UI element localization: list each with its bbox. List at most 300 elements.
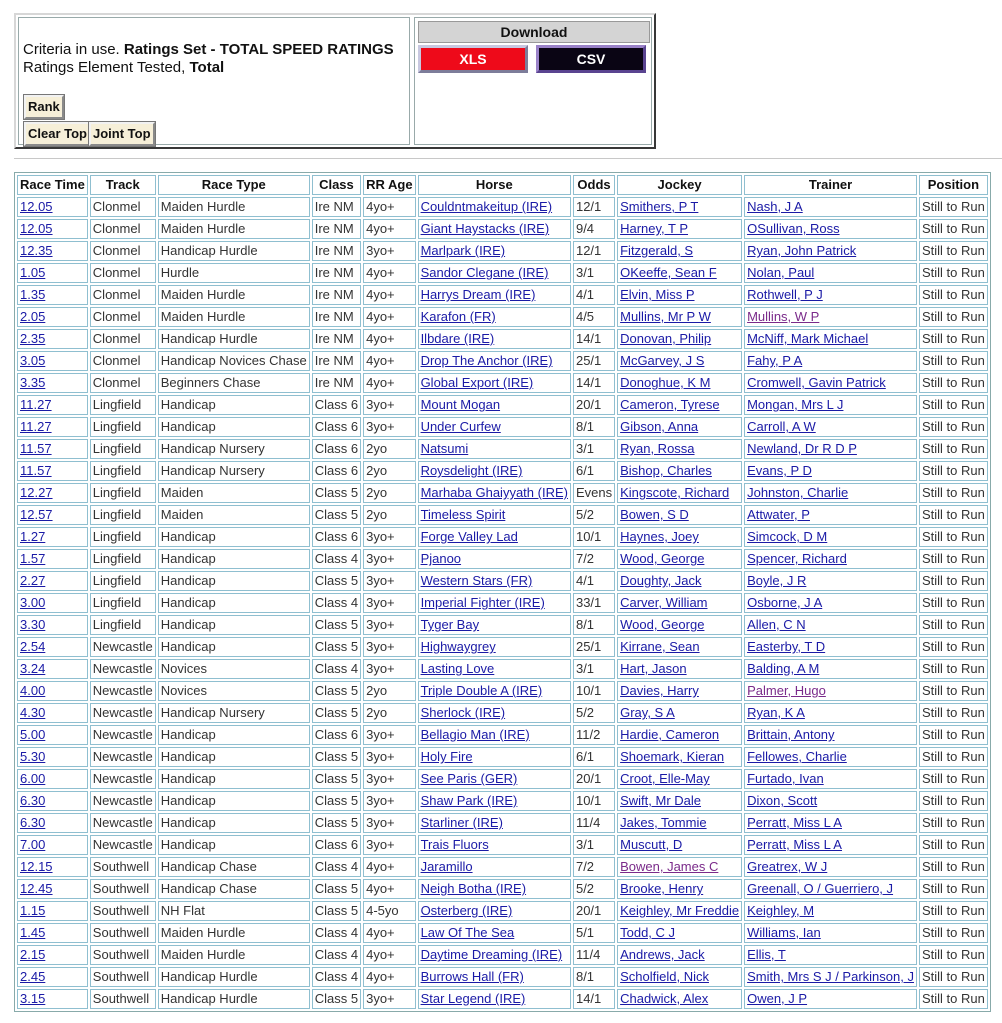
race-time-link[interactable]: 3.24	[20, 661, 46, 676]
trainer-link[interactable]: Johnston, Charlie	[747, 485, 849, 500]
cell-race-time	[17, 725, 88, 745]
race-time-link[interactable]: 11.27	[20, 419, 52, 434]
cell-rr-age: 2yo	[363, 505, 415, 525]
cell-trainer	[744, 197, 917, 217]
cell-race-type: Handicap Hurdle	[158, 241, 310, 261]
jockey-link[interactable]: Wood, George	[620, 617, 705, 632]
race-time-link[interactable]: 12.05	[20, 199, 53, 214]
cell-race-type: Handicap	[158, 571, 310, 591]
header-position: Position	[919, 175, 988, 195]
horse-link[interactable]: Ilbdare (IRE)	[420, 331, 495, 346]
cell-horse	[418, 263, 571, 283]
race-time-link[interactable]: 5.00	[20, 727, 46, 742]
cell-odds: 3/1	[573, 835, 615, 855]
horse-link[interactable]: Osterberg (IRE)	[420, 903, 513, 918]
cell-race-time	[17, 637, 88, 657]
race-time-link[interactable]: 12.45	[20, 881, 53, 896]
xls-download-button[interactable]: XLS	[418, 45, 528, 73]
trainer-link[interactable]: Osborne, J A	[747, 595, 823, 610]
cell-race-time	[17, 439, 88, 459]
cell-horse	[418, 395, 571, 415]
horse-link[interactable]: Tyger Bay	[420, 617, 480, 632]
cell-track: Newcastle	[90, 747, 156, 767]
cell-rr-age: 3yo+	[363, 659, 415, 679]
race-time-link[interactable]: 2.45	[20, 969, 46, 984]
jockey-link[interactable]: Harney, T P	[620, 221, 689, 236]
cell-track: Lingfield	[90, 395, 156, 415]
jockey-link[interactable]: Ryan, Rossa	[620, 441, 695, 456]
cell-position: Still to Run	[919, 351, 988, 371]
cell-race-type: Handicap Hurdle	[158, 329, 310, 349]
cell-jockey	[617, 417, 742, 437]
cell-rr-age: 2yo	[363, 681, 415, 701]
trainer-link[interactable]: Easterby, T D	[747, 639, 826, 654]
cell-track: Lingfield	[90, 527, 156, 547]
horse-link[interactable]: Neigh Botha (IRE)	[420, 881, 527, 896]
horse-link[interactable]: Triple Double A (IRE)	[420, 683, 543, 698]
cell-position: Still to Run	[919, 329, 988, 349]
cell-track: Clonmel	[90, 285, 156, 305]
cell-race-time	[17, 307, 88, 327]
cell-class: Ire NM	[312, 241, 361, 261]
jockey-link[interactable]: Hart, Jason	[620, 661, 687, 676]
race-time-link[interactable]: 12.15	[20, 859, 53, 874]
cell-rr-age: 4yo+	[363, 197, 415, 217]
trainer-link[interactable]: Nolan, Paul	[747, 265, 815, 280]
cell-horse	[418, 703, 571, 723]
horse-link[interactable]: Timeless Spirit	[420, 507, 506, 522]
cell-rr-age: 3yo+	[363, 791, 415, 811]
cell-horse	[418, 857, 571, 877]
rank-button[interactable]: Rank	[24, 95, 64, 119]
jockey-link[interactable]: Bishop, Charles	[620, 463, 712, 478]
table-row	[17, 593, 988, 613]
cell-rr-age: 3yo+	[363, 747, 415, 767]
cell-track: Clonmel	[90, 307, 156, 327]
trainer-link[interactable]: Balding, A M	[747, 661, 820, 676]
jockey-link[interactable]: Croot, Elle-May	[620, 771, 710, 786]
trainer-link[interactable]: Boyle, J R	[747, 573, 807, 588]
horse-link[interactable]: Global Export (IRE)	[420, 375, 534, 390]
cell-position: Still to Run	[919, 879, 988, 899]
table-row	[17, 571, 988, 591]
trainer-link[interactable]: Ellis, T	[747, 947, 786, 962]
cell-race-type: Maiden Hurdle	[158, 307, 310, 327]
trainer-link[interactable]: Keighley, M	[747, 903, 815, 918]
cell-race-type: Maiden Hurdle	[158, 923, 310, 943]
jockey-link[interactable]: Fitzgerald, S	[620, 243, 694, 258]
race-time-link[interactable]: 11.57	[20, 463, 52, 478]
horse-link[interactable]: Karafon (FR)	[420, 309, 496, 324]
trainer-link[interactable]: Carroll, A W	[747, 419, 816, 434]
race-time-link[interactable]: 1.15	[20, 903, 46, 918]
cell-class: Class 6	[312, 725, 361, 745]
cell-odds: 11/4	[573, 813, 615, 833]
horse-link[interactable]: Mount Mogan	[420, 397, 501, 412]
divider	[14, 158, 1002, 159]
horse-link[interactable]: Forge Valley Lad	[420, 529, 518, 544]
download-heading: Download	[418, 21, 650, 43]
cell-class: Ire NM	[312, 197, 361, 217]
table-row	[17, 351, 988, 371]
jockey-link[interactable]: Bowen, James C	[620, 859, 719, 874]
cell-class: Class 5	[312, 615, 361, 635]
jockey-link[interactable]: Keighley, Mr Freddie	[620, 903, 740, 918]
jockey-link[interactable]: Chadwick, Alex	[620, 991, 709, 1006]
horse-link[interactable]: Starliner (IRE)	[420, 815, 503, 830]
jockey-link[interactable]: Jakes, Tommie	[620, 815, 707, 830]
trainer-link[interactable]: Greatrex, W J	[747, 859, 828, 874]
race-time-link[interactable]: 6.30	[20, 815, 46, 830]
trainer-link[interactable]: Fahy, P A	[747, 353, 803, 368]
cell-race-type: Handicap	[158, 417, 310, 437]
trainer-link[interactable]: Fellowes, Charlie	[747, 749, 847, 764]
horse-link[interactable]: See Paris (GER)	[420, 771, 518, 786]
trainer-link[interactable]: OSullivan, Ross	[747, 221, 840, 236]
trainer-link[interactable]: Ryan, K A	[747, 705, 805, 720]
cell-jockey	[617, 989, 742, 1009]
race-time-link[interactable]: 2.05	[20, 309, 46, 324]
cell-jockey	[617, 615, 742, 635]
race-time-link[interactable]: 3.00	[20, 595, 46, 610]
jockey-link[interactable]: Carver, William	[620, 595, 708, 610]
cell-track: Lingfield	[90, 505, 156, 525]
criteria-line2-prefix: Ratings Element Tested,	[23, 59, 190, 76]
cell-rr-age: 3yo+	[363, 527, 415, 547]
race-time-link[interactable]: 1.45	[20, 925, 46, 940]
race-time-link[interactable]: 5.30	[20, 749, 46, 764]
cell-class: Class 6	[312, 439, 361, 459]
cell-jockey	[617, 439, 742, 459]
cell-horse	[418, 681, 571, 701]
trainer-link[interactable]: Attwater, P	[747, 507, 810, 522]
horse-link[interactable]: Harrys Dream (IRE)	[420, 287, 536, 302]
table-row	[17, 989, 988, 1009]
cell-track: Southwell	[90, 967, 156, 987]
jockey-link[interactable]: Cameron, Tyrese	[620, 397, 720, 412]
jockey-link[interactable]: Scholfield, Nick	[620, 969, 709, 984]
cell-jockey	[617, 505, 742, 525]
jockey-link[interactable]: Gray, S A	[620, 705, 675, 720]
horse-link[interactable]: Drop The Anchor (IRE)	[420, 353, 553, 368]
jockey-link[interactable]: OKeeffe, Sean F	[620, 265, 717, 280]
trainer-link[interactable]: McNiff, Mark Michael	[747, 331, 869, 346]
cell-position: Still to Run	[919, 505, 988, 525]
cell-track: Lingfield	[90, 483, 156, 503]
cell-horse	[418, 615, 571, 635]
horse-link[interactable]: Western Stars (FR)	[420, 573, 533, 588]
table-row	[17, 263, 988, 283]
horse-link[interactable]: Daytime Dreaming (IRE)	[420, 947, 563, 962]
race-time-link[interactable]: 2.27	[20, 573, 46, 588]
cell-odds: 3/1	[573, 439, 615, 459]
cell-race-type: Handicap Nursery	[158, 461, 310, 481]
cell-class: Class 6	[312, 527, 361, 547]
race-time-link[interactable]: 12.05	[20, 221, 53, 236]
trainer-link[interactable]: Allen, C N	[747, 617, 806, 632]
race-time-link[interactable]: 11.27	[20, 397, 52, 412]
race-time-link[interactable]: 2.35	[20, 331, 46, 346]
horse-link[interactable]: Sandor Clegane (IRE)	[420, 265, 549, 280]
cell-class: Class 6	[312, 835, 361, 855]
cell-jockey	[617, 857, 742, 877]
horse-link[interactable]: Natsumi	[420, 441, 469, 456]
race-time-link[interactable]: 11.57	[20, 441, 52, 456]
horse-link[interactable]: Roysdelight (IRE)	[420, 463, 523, 478]
horse-link[interactable]: Marhaba Ghaiyyath (IRE)	[420, 485, 568, 500]
jockey-link[interactable]: Muscutt, D	[620, 837, 683, 852]
trainer-link[interactable]: Spencer, Richard	[747, 551, 847, 566]
cell-race-type: Handicap	[158, 813, 310, 833]
cell-rr-age: 4yo+	[363, 219, 415, 239]
jockey-link[interactable]: Doughty, Jack	[620, 573, 702, 588]
cell-position: Still to Run	[919, 703, 988, 723]
cell-race-time	[17, 329, 88, 349]
race-time-link[interactable]: 12.57	[20, 507, 53, 522]
jockey-link[interactable]: McGarvey, J S	[620, 353, 705, 368]
criteria-panel	[14, 13, 656, 149]
jockey-link[interactable]: Brooke, Henry	[620, 881, 704, 896]
horse-link[interactable]: Trais Fluors	[420, 837, 489, 852]
header-race-type: Race Type	[158, 175, 310, 195]
cell-odds: 4/1	[573, 285, 615, 305]
race-time-link[interactable]: 1.35	[20, 287, 46, 302]
trainer-link[interactable]: Perratt, Miss L A	[747, 815, 842, 830]
race-time-link[interactable]: 7.00	[20, 837, 46, 852]
cell-trainer	[744, 703, 917, 723]
table-row	[17, 637, 988, 657]
cell-position: Still to Run	[919, 395, 988, 415]
cell-trainer	[744, 857, 917, 877]
jockey-link[interactable]: Gibson, Anna	[620, 419, 699, 434]
cell-trainer	[744, 791, 917, 811]
race-time-link[interactable]: 3.05	[20, 353, 46, 368]
cell-race-type: Handicap	[158, 395, 310, 415]
criteria-line1-prefix: Criteria in use.	[23, 41, 124, 58]
cell-race-type: Handicap Chase	[158, 879, 310, 899]
cell-jockey	[617, 901, 742, 921]
cell-race-time	[17, 813, 88, 833]
csv-download-button[interactable]: CSV	[536, 45, 646, 73]
cell-jockey	[617, 373, 742, 393]
criteria-text	[23, 41, 394, 77]
cell-race-type: Handicap	[158, 615, 310, 635]
cell-jockey	[617, 549, 742, 569]
jockey-link[interactable]: Hardie, Cameron	[620, 727, 720, 742]
horse-link[interactable]: Under Curfew	[420, 419, 501, 434]
cell-race-time	[17, 593, 88, 613]
table-row	[17, 791, 988, 811]
cell-track: Lingfield	[90, 461, 156, 481]
jockey-link[interactable]: Kirrane, Sean	[620, 639, 700, 654]
race-time-link[interactable]: 6.00	[20, 771, 46, 786]
cell-rr-age: 4yo+	[363, 879, 415, 899]
table-row	[17, 879, 988, 899]
cell-odds: 5/2	[573, 703, 615, 723]
trainer-link[interactable]: Newland, Dr R D P	[747, 441, 857, 456]
cell-race-type: Handicap Novices Chase	[158, 351, 310, 371]
trainer-link[interactable]: Greenall, O / Guerriero, J	[747, 881, 894, 896]
jockey-link[interactable]: Haynes, Joey	[620, 529, 699, 544]
cell-trainer	[744, 461, 917, 481]
joint-top-button[interactable]: Joint Top	[89, 122, 155, 146]
cell-track: Lingfield	[90, 593, 156, 613]
cell-position: Still to Run	[919, 747, 988, 767]
jockey-link[interactable]: Bowen, S D	[620, 507, 689, 522]
race-time-link[interactable]: 1.57	[20, 551, 46, 566]
cell-trainer	[744, 285, 917, 305]
cell-race-time	[17, 945, 88, 965]
race-time-link[interactable]: 3.15	[20, 991, 46, 1006]
cell-odds: 5/2	[573, 505, 615, 525]
horse-link[interactable]: Shaw Park (IRE)	[420, 793, 518, 808]
horse-link[interactable]: Sherlock (IRE)	[420, 705, 506, 720]
race-time-link[interactable]: 6.30	[20, 793, 46, 808]
horse-link[interactable]: Imperial Fighter (IRE)	[420, 595, 545, 610]
cell-trainer	[744, 615, 917, 635]
horse-link[interactable]: Marlpark (IRE)	[420, 243, 506, 258]
cell-odds: 14/1	[573, 989, 615, 1009]
cell-class: Class 4	[312, 549, 361, 569]
cell-position: Still to Run	[919, 549, 988, 569]
trainer-link[interactable]: Mullins, W P	[747, 309, 820, 324]
cell-track: Lingfield	[90, 417, 156, 437]
race-time-link[interactable]: 3.35	[20, 375, 46, 390]
race-time-link[interactable]: 2.54	[20, 639, 46, 654]
clear-top-button[interactable]: Clear Top	[24, 122, 91, 146]
trainer-link[interactable]: Evans, P D	[747, 463, 812, 478]
cell-rr-age: 4yo+	[363, 285, 415, 305]
horse-link[interactable]: Pjanoo	[420, 551, 462, 566]
cell-jockey	[617, 769, 742, 789]
cell-class: Class 5	[312, 681, 361, 701]
ratings-element-label: Total	[189, 59, 225, 76]
race-time-link[interactable]: 4.00	[20, 683, 46, 698]
jockey-link[interactable]: Andrews, Jack	[620, 947, 705, 962]
horse-link[interactable]: Burrows Hall (FR)	[420, 969, 524, 984]
horse-link[interactable]: Lasting Love	[420, 661, 495, 676]
race-time-link[interactable]: 1.27	[20, 529, 46, 544]
trainer-link[interactable]: Palmer, Hugo	[747, 683, 826, 698]
cell-race-time	[17, 615, 88, 635]
trainer-link[interactable]: Perratt, Miss L A	[747, 837, 842, 852]
table-row	[17, 505, 988, 525]
horse-link[interactable]: Star Legend (IRE)	[420, 991, 526, 1006]
cell-odds: 9/4	[573, 219, 615, 239]
trainer-link[interactable]: Simcock, D M	[747, 529, 828, 544]
cell-odds: 7/2	[573, 857, 615, 877]
cell-odds: 5/2	[573, 879, 615, 899]
trainer-link[interactable]: Dixon, Scott	[747, 793, 818, 808]
trainer-link[interactable]: Smith, Mrs S J / Parkinson, J	[747, 969, 914, 984]
cell-class: Class 4	[312, 945, 361, 965]
cell-class: Class 5	[312, 483, 361, 503]
cell-jockey	[617, 483, 742, 503]
trainer-link[interactable]: Williams, Ian	[747, 925, 821, 940]
race-time-link[interactable]: 2.15	[20, 947, 46, 962]
trainer-link[interactable]: Brittain, Antony	[747, 727, 835, 742]
trainer-link[interactable]: Cromwell, Gavin Patrick	[747, 375, 886, 390]
horse-link[interactable]: Couldntmakeitup (IRE)	[420, 199, 553, 214]
cell-trainer	[744, 681, 917, 701]
cell-race-type: Maiden Hurdle	[158, 219, 310, 239]
trainer-link[interactable]: Nash, J A	[747, 199, 803, 214]
horse-link[interactable]: Bellagio Man (IRE)	[420, 727, 530, 742]
cell-race-time	[17, 901, 88, 921]
cell-race-type: Maiden	[158, 483, 310, 503]
race-time-link[interactable]: 3.30	[20, 617, 46, 632]
horse-link[interactable]: Highwaygrey	[420, 639, 496, 654]
cell-horse	[418, 835, 571, 855]
jockey-link[interactable]: Todd, C J	[620, 925, 676, 940]
jockey-link[interactable]: Davies, Harry	[620, 683, 699, 698]
jockey-link[interactable]: Wood, George	[620, 551, 705, 566]
cell-trainer	[744, 769, 917, 789]
horse-link[interactable]: Holy Fire	[420, 749, 473, 764]
cell-position: Still to Run	[919, 769, 988, 789]
cell-odds: 33/1	[573, 593, 615, 613]
cell-odds: 12/1	[573, 197, 615, 217]
cell-track: Newcastle	[90, 813, 156, 833]
cell-odds: 3/1	[573, 263, 615, 283]
cell-race-type: Handicap	[158, 527, 310, 547]
race-time-link[interactable]: 4.30	[20, 705, 46, 720]
jockey-link[interactable]: Donovan, Philip	[620, 331, 712, 346]
horse-link[interactable]: Law Of The Sea	[420, 925, 515, 940]
cell-rr-age: 4yo+	[363, 945, 415, 965]
trainer-link[interactable]: Rothwell, P J	[747, 287, 823, 302]
cell-track: Newcastle	[90, 681, 156, 701]
cell-position: Still to Run	[919, 483, 988, 503]
cell-position: Still to Run	[919, 659, 988, 679]
horse-link[interactable]: Giant Haystacks (IRE)	[420, 221, 550, 236]
jockey-link[interactable]: Shoemark, Kieran	[620, 749, 725, 764]
cell-class: Ire NM	[312, 285, 361, 305]
cell-horse	[418, 505, 571, 525]
table-row	[17, 747, 988, 767]
table-row	[17, 373, 988, 393]
race-time-link[interactable]: 12.27	[20, 485, 53, 500]
cell-race-time	[17, 967, 88, 987]
horse-link[interactable]: Jaramillo	[420, 859, 473, 874]
trainer-link[interactable]: Owen, J P	[747, 991, 808, 1006]
jockey-link[interactable]: Elvin, Miss P	[620, 287, 695, 302]
cell-race-type: Novices	[158, 659, 310, 679]
cell-race-time	[17, 461, 88, 481]
cell-odds: 14/1	[573, 329, 615, 349]
trainer-link[interactable]: Furtado, Ivan	[747, 771, 824, 786]
table-row	[17, 197, 988, 217]
cell-position: Still to Run	[919, 593, 988, 613]
cell-race-time	[17, 417, 88, 437]
jockey-link[interactable]: Mullins, Mr P W	[620, 309, 711, 324]
cell-class: Ire NM	[312, 351, 361, 371]
cell-race-type: Handicap Nursery	[158, 703, 310, 723]
cell-rr-age: 3yo+	[363, 615, 415, 635]
race-time-link[interactable]: 1.05	[20, 265, 46, 280]
jockey-link[interactable]: Donoghue, K M	[620, 375, 711, 390]
race-time-link[interactable]: 12.35	[20, 243, 53, 258]
header-trainer: Trainer	[744, 175, 917, 195]
trainer-link[interactable]: Mongan, Mrs L J	[747, 397, 844, 412]
trainer-link[interactable]: Ryan, John Patrick	[747, 243, 857, 258]
jockey-link[interactable]: Smithers, P T	[620, 199, 699, 214]
jockey-link[interactable]: Kingscote, Richard	[620, 485, 730, 500]
cell-race-time	[17, 923, 88, 943]
cell-track: Newcastle	[90, 659, 156, 679]
cell-track: Clonmel	[90, 329, 156, 349]
jockey-link[interactable]: Swift, Mr Dale	[620, 793, 702, 808]
